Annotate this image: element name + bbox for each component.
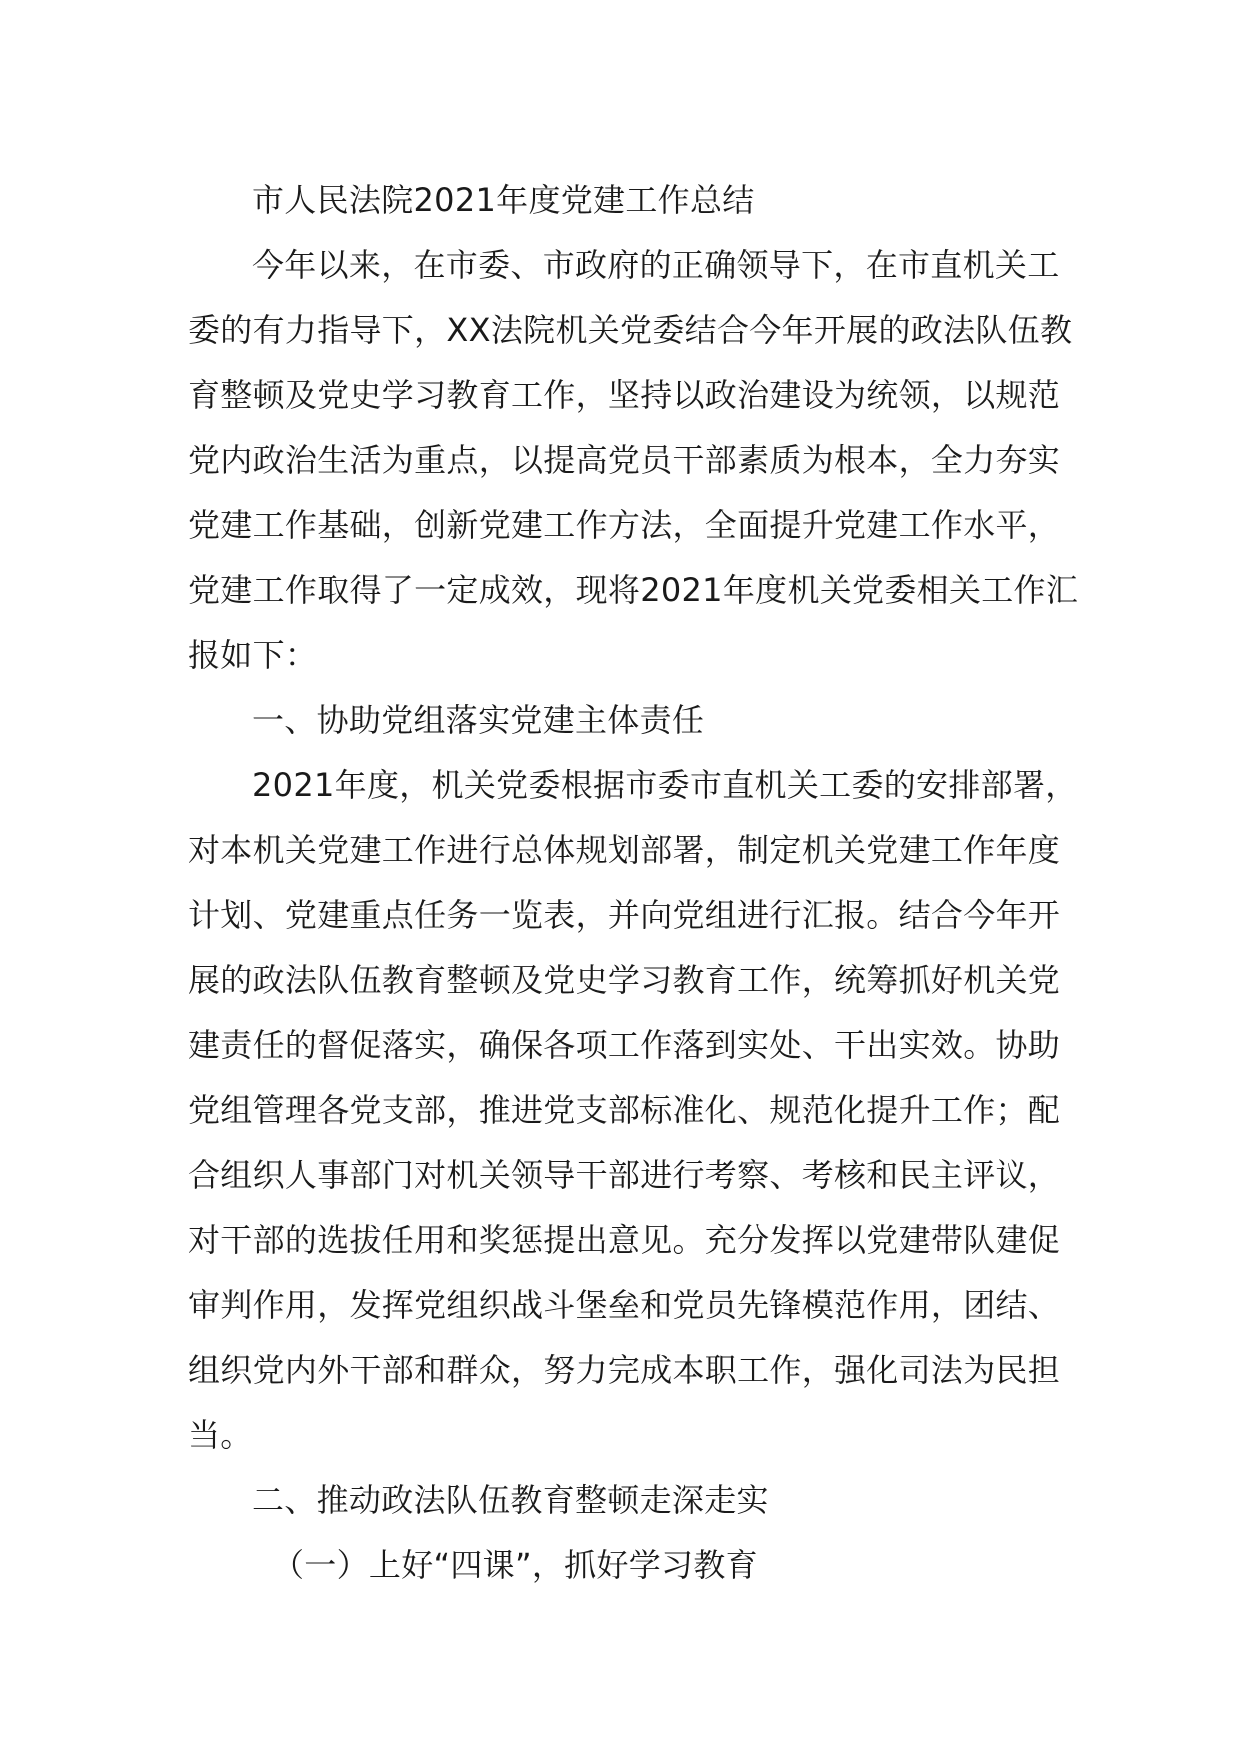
paragraph-line: 计划、党建重点任务一览表，并向党组进行汇报。结合今年开	[188, 896, 1061, 934]
paragraph-line: 当。	[188, 1416, 253, 1454]
paragraph-line: 建责任的督促落实，确保各项工作落到实处、干出实效。协助	[188, 1026, 1061, 1064]
intro-paragraph	[188, 233, 1079, 688]
paragraph-line: 育整顿及党史学习教育工作，坚持以政治建设为统领，以规范	[188, 376, 1061, 414]
section1-paragraph	[188, 753, 1078, 1468]
paragraph-line: 党建工作基础，创新党建工作方法，全面提升党建工作水平，	[188, 506, 1061, 544]
paragraph-line: 委的有力指导下，XX法院机关党委结合今年开展的政法队伍教	[188, 311, 1073, 349]
document-body	[188, 168, 1079, 1598]
paragraph-line: 对本机关党建工作进行总体规划部署，制定机关党建工作年度	[188, 831, 1061, 869]
section-heading-1: 一、协助党组落实党建主体责任	[252, 701, 705, 739]
paragraph-line: 党建工作取得了一定成效，现将2021年度机关党委相关工作汇	[188, 571, 1079, 609]
paragraph-line: 组织党内外干部和群众，努力完成本职工作，强化司法为民担	[188, 1351, 1061, 1389]
paragraph-line: 审判作用，发挥党组织战斗堡垒和党员先锋模范作用，团结、	[188, 1286, 1061, 1324]
paragraph-line: 2021年度，机关党委根据市委市直机关工委的安排部署，	[252, 766, 1078, 804]
paragraph-line: 合组织人事部门对机关领导干部进行考察、考核和民主评议，	[188, 1156, 1061, 1194]
paragraph-line: 报如下：	[188, 636, 318, 674]
paragraph-line: 党内政治生活为重点，以提高党员干部素质为根本，全力夯实	[188, 441, 1061, 479]
paragraph-line: 对干部的选拔任用和奖惩提出意见。充分发挥以党建带队建促	[188, 1221, 1061, 1259]
paragraph-line: 党组管理各党支部，推进党支部标准化、规范化提升工作；配	[188, 1091, 1061, 1129]
paragraph-line: 展的政法队伍教育整顿及党史学习教育工作，统筹抓好机关党	[188, 961, 1061, 999]
document-title: 市人民法院2021年度党建工作总结	[252, 181, 755, 219]
paragraph-line: 今年以来，在市委、市政府的正确领导下，在市直机关工	[252, 246, 1060, 284]
section-heading-2: 二、推动政法队伍教育整顿走深走实	[252, 1481, 769, 1519]
subsection-heading-1: （一）上好“四课”，抓好学习教育	[272, 1546, 758, 1584]
